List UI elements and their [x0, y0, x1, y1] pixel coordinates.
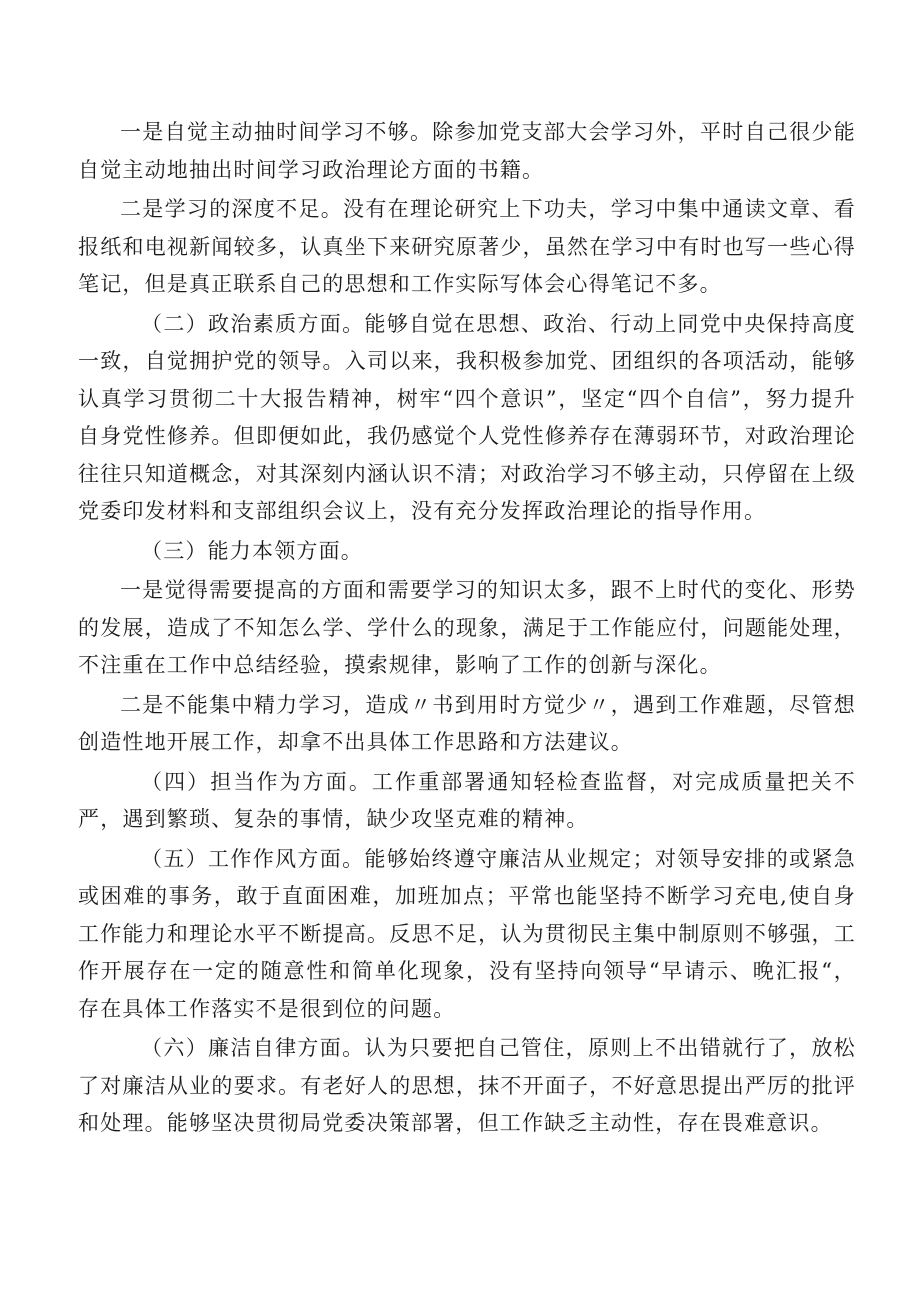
paragraph-knowledge-gap: 一是觉得需要提高的方面和需要学习的知识太多，跟不上时代的变化、形势的发展，造成了不知怎么学、学什么的现象，满足于工作能应付，问题能处理，不注重在工作中总结经验，摸索规律，影响了工作的创新与深化。	[78, 578, 856, 677]
paragraph-work-style: （五）工作作风方面。能够始终遵守廉洁从业规定；对领导安排的或紧急或困难的事务，敢于直面困难，加班加点；平常也能坚持不断学习充电,使自身工作能力和理论水平不断提高。反思不足，认为贯彻民主集中制原则不够强，工作开展存在一定的随意性和简单化现象，没有坚持向领导“早请示、晚汇报“，存在具体工作落实不是很到位的问题。	[78, 846, 856, 1021]
paragraph-integrity: （六）廉洁自律方面。认为只要把自己管住，原则上不出错就行了，放松了对廉洁从业的要求。有老好人的思想，抹不开面子，不好意思提出严厉的批评和处理。能够坚决贯彻局党委决策部署，但工作缺乏主动性，存在畏难意识。	[78, 1036, 856, 1135]
paragraph-responsibility: （四）担当作为方面。工作重部署通知轻检查监督，对完成质量把关不严，遇到繁琐、复杂的事情，缺少攻坚克难的精神。	[78, 769, 856, 831]
heading-ability: （三）能力本领方面。	[141, 538, 363, 563]
paragraph-study-depth: 二是学习的深度不足。没有在理论研究上下功夫，学习中集中通读文章、看报纸和电视新闻较多，认真坐下来研究原著少，虽然在学习中有时也写一些心得笔记，但是真正联系自己的思想和工作实际写体会心得笔记不多。	[78, 197, 856, 296]
paragraph-study-initiative: 一是自觉主动抽时间学习不够。除参加党支部大会学习外，平时自己很少能自觉主动地抽出时间学习政治理论方面的书籍。	[78, 120, 856, 182]
paragraph-focus-study: 二是不能集中精力学习，造成〃书到用时方觉少〃，遇到工作难题，尽管想创造性地开展工作，却拿不出具体工作思路和方法建议。	[78, 692, 856, 754]
paragraph-political-quality: （二）政治素质方面。能够自觉在思想、政治、行动上同党中央保持高度一致，自觉拥护党的领导。入司以来，我积极参加党、团组织的各项活动，能够认真学习贯彻二十大报告精神，树牢“四个意识”，坚定“四个自信”，努力提升自身党性修养。但即便如此，我仍感觉个人党性修养存在薄弱环节，对政治理论往往只知道概念，对其深刻内涵认识不清；对政治学习不够主动，只停留在上级党委印发材料和支部组织会议上，没有充分发挥政治理论的指导作用。	[78, 311, 856, 523]
document-page	[78, 114, 856, 1145]
